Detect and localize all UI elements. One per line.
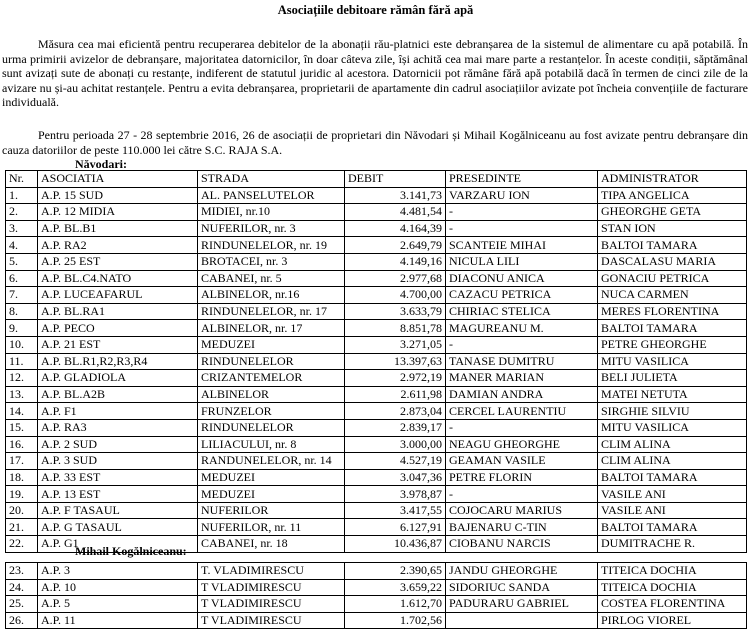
cell-debit: 3.978,87 bbox=[345, 486, 446, 503]
cell-presedinte: JANDU GHEORGHE bbox=[446, 563, 598, 580]
cell-nr: 21. bbox=[6, 519, 38, 536]
cell-asociatia: A.P. RA2 bbox=[38, 237, 198, 254]
cell-administrator: PIRLOG VIOREL bbox=[598, 612, 747, 629]
cell-asociatia: A.P. BL.A2B bbox=[38, 386, 198, 403]
section-heading-kogalniceanu: Mihail Kogălniceanu: bbox=[75, 544, 187, 558]
cell-strada: RINDUNELELOR, nr. 17 bbox=[198, 303, 345, 320]
cell-strada: MEDUZEI bbox=[198, 486, 345, 503]
section-heading-navodari: Năvodari: bbox=[75, 157, 127, 171]
cell-presedinte: - bbox=[446, 486, 598, 503]
cell-presedinte: - bbox=[446, 336, 598, 353]
cell-asociatia: A.P. G1 bbox=[38, 536, 198, 553]
table-row bbox=[6, 596, 747, 613]
cell-administrator: PETRE GHEORGHE bbox=[598, 336, 747, 353]
cell-debit: 1.612,70 bbox=[345, 596, 446, 613]
cell-presedinte: BAJENARU C-TIN bbox=[446, 519, 598, 536]
cell-debit: 3.417,55 bbox=[345, 502, 446, 519]
cell-strada: RANDUNELELOR, nr. 14 bbox=[198, 453, 345, 470]
cell-strada: RINDUNELELOR bbox=[198, 419, 345, 436]
column-header-asociatia: ASOCIATIA bbox=[38, 171, 198, 188]
cell-strada: T. VLADIMIRESCU bbox=[198, 563, 345, 580]
cell-administrator: BELI JULIETA bbox=[598, 370, 747, 387]
cell-asociatia: A.P. 33 EST bbox=[38, 469, 198, 486]
cell-administrator: CLIM ALINA bbox=[598, 436, 747, 453]
cell-debit: 2.977,68 bbox=[345, 270, 446, 287]
cell-administrator: NUCA CARMEN bbox=[598, 287, 747, 304]
table-row bbox=[6, 453, 747, 470]
cell-nr: 16. bbox=[6, 436, 38, 453]
column-header-strada: STRADA bbox=[198, 171, 345, 188]
cell-asociatia: A.P. 3 bbox=[38, 563, 198, 580]
cell-strada: RINDUNELELOR, nr. 19 bbox=[198, 237, 345, 254]
cell-presedinte: DIACONU ANICA bbox=[446, 270, 598, 287]
cell-asociatia: A.P. F1 bbox=[38, 403, 198, 420]
column-header-administrator: ADMINISTRATOR bbox=[598, 171, 747, 188]
column-header-nr: Nr. bbox=[6, 171, 38, 188]
cell-presedinte: SCANTEIE MIHAI bbox=[446, 237, 598, 254]
cell-nr: 25. bbox=[6, 596, 38, 613]
cell-debit: 8.851,78 bbox=[345, 320, 446, 337]
table-row bbox=[6, 436, 747, 453]
cell-nr: 15. bbox=[6, 419, 38, 436]
cell-asociatia: A.P. 21 EST bbox=[38, 336, 198, 353]
cell-asociatia: A.P. 25 EST bbox=[38, 253, 198, 270]
cell-asociatia: A.P. F TASAUL bbox=[38, 502, 198, 519]
cell-nr: 1. bbox=[6, 187, 38, 204]
cell-administrator: DASCALASU MARIA bbox=[598, 253, 747, 270]
cell-strada: ALBINELOR, nr.16 bbox=[198, 287, 345, 304]
table-row bbox=[6, 204, 747, 221]
cell-asociatia: A.P. 12 MIDIA bbox=[38, 204, 198, 221]
cell-nr: 2. bbox=[6, 204, 38, 221]
cell-debit: 2.839,17 bbox=[345, 419, 446, 436]
cell-strada: T VLADIMIRESCU bbox=[198, 596, 345, 613]
cell-nr: 6. bbox=[6, 270, 38, 287]
table-row bbox=[6, 502, 747, 519]
cell-administrator: CLIM ALINA bbox=[598, 453, 747, 470]
cell-presedinte: CERCEL LAURENTIU bbox=[446, 403, 598, 420]
cell-debit: 2.611,98 bbox=[345, 386, 446, 403]
cell-debit: 6.127,91 bbox=[345, 519, 446, 536]
cell-asociatia: A.P. G TASAUL bbox=[38, 519, 198, 536]
cell-debit: 3.000,00 bbox=[345, 436, 446, 453]
cell-presedinte: CIOBANU NARCIS bbox=[446, 536, 598, 553]
cell-asociatia: A.P. 10 bbox=[38, 579, 198, 596]
table-row bbox=[6, 469, 747, 486]
cell-strada: CRIZANTEMELOR bbox=[198, 370, 345, 387]
cell-strada: AL. PANSELUTELOR bbox=[198, 187, 345, 204]
cell-asociatia: A.P. BL.C4.NATO bbox=[38, 270, 198, 287]
cell-nr: 20. bbox=[6, 502, 38, 519]
cell-strada: CABANEI, nr. 18 bbox=[198, 536, 345, 553]
cell-administrator: BALTOI TAMARA bbox=[598, 469, 747, 486]
cell-debit: 3.141,73 bbox=[345, 187, 446, 204]
cell-nr: 24. bbox=[6, 579, 38, 596]
cell-strada: BROTACEI, nr. 3 bbox=[198, 253, 345, 270]
cell-asociatia: A.P. BL.B1 bbox=[38, 220, 198, 237]
cell-asociatia: A.P. 2 SUD bbox=[38, 436, 198, 453]
table-row bbox=[6, 579, 747, 596]
cell-administrator: MERES FLORENTINA bbox=[598, 303, 747, 320]
cell-asociatia: A.P. BL.R1,R2,R3,R4 bbox=[38, 353, 198, 370]
cell-administrator: BALTOI TAMARA bbox=[598, 237, 747, 254]
cell-presedinte: SIDORIUC SANDA bbox=[446, 579, 598, 596]
cell-presedinte: - bbox=[446, 204, 598, 221]
cell-strada: MIDIEI, nr.10 bbox=[198, 204, 345, 221]
cell-administrator: TITEICA DOCHIA bbox=[598, 563, 747, 580]
cell-administrator: VASILE ANI bbox=[598, 502, 747, 519]
table-row bbox=[6, 386, 747, 403]
cell-administrator: SIRGHIE SILVIU bbox=[598, 403, 747, 420]
cell-presedinte: COJOCARU MARIUS bbox=[446, 502, 598, 519]
cell-debit: 2.873,04 bbox=[345, 403, 446, 420]
column-header-debit: DEBIT bbox=[345, 171, 446, 188]
cell-administrator: COSTEA FLORENTINA bbox=[598, 596, 747, 613]
cell-presedinte: GEAMAN VASILE bbox=[446, 453, 598, 470]
cell-administrator: GONACIU PETRICA bbox=[598, 270, 747, 287]
cell-asociatia: A.P. GLADIOLA bbox=[38, 370, 198, 387]
cell-administrator: MITU VASILICA bbox=[598, 419, 747, 436]
cell-strada: NUFERILOR, nr. 3 bbox=[198, 220, 345, 237]
table-row bbox=[6, 270, 747, 287]
article-title: Asociațiile debitoare rămân fără apă bbox=[277, 3, 474, 17]
cell-debit: 4.164,39 bbox=[345, 220, 446, 237]
debtors-table-kogalniceanu bbox=[5, 562, 747, 629]
cell-strada: ALBINELOR, nr. 17 bbox=[198, 320, 345, 337]
table-header-row bbox=[6, 171, 747, 188]
cell-presedinte bbox=[446, 612, 598, 629]
cell-administrator: VASILE ANI bbox=[598, 486, 747, 503]
cell-debit: 2.649,79 bbox=[345, 237, 446, 254]
cell-debit: 2.390,65 bbox=[345, 563, 446, 580]
cell-debit: 2.972,19 bbox=[345, 370, 446, 387]
cell-presedinte: NICULA LILI bbox=[446, 253, 598, 270]
cell-nr: 9. bbox=[6, 320, 38, 337]
cell-strada: RINDUNELELOR bbox=[198, 353, 345, 370]
cell-debit: 3.047,36 bbox=[345, 469, 446, 486]
cell-asociatia: A.P. RA3 bbox=[38, 419, 198, 436]
cell-presedinte: MAGUREANU M. bbox=[446, 320, 598, 337]
table-row bbox=[6, 612, 747, 629]
cell-presedinte: - bbox=[446, 419, 598, 436]
cell-administrator: STAN ION bbox=[598, 220, 747, 237]
cell-nr: 22. bbox=[6, 536, 38, 553]
cell-debit: 1.702,56 bbox=[345, 612, 446, 629]
table-row bbox=[6, 419, 747, 436]
cell-debit: 4.700,00 bbox=[345, 287, 446, 304]
cell-nr: 8. bbox=[6, 303, 38, 320]
cell-nr: 19. bbox=[6, 486, 38, 503]
cell-nr: 5. bbox=[6, 253, 38, 270]
table-row bbox=[6, 220, 747, 237]
cell-presedinte: CHIRIAC STELICA bbox=[446, 303, 598, 320]
table-row bbox=[6, 237, 747, 254]
cell-strada: T VLADIMIRESCU bbox=[198, 612, 345, 629]
table-row bbox=[6, 519, 747, 536]
cell-nr: 3. bbox=[6, 220, 38, 237]
cell-administrator: BALTOI TAMARA bbox=[598, 519, 747, 536]
cell-debit: 13.397,63 bbox=[345, 353, 446, 370]
cell-strada: MEDUZEI bbox=[198, 469, 345, 486]
cell-asociatia: A.P. 13 EST bbox=[38, 486, 198, 503]
cell-strada: ALBINELOR bbox=[198, 386, 345, 403]
cell-asociatia: A.P. PECO bbox=[38, 320, 198, 337]
table-row bbox=[6, 187, 747, 204]
cell-asociatia: A.P. 11 bbox=[38, 612, 198, 629]
cell-presedinte: TANASE DUMITRU bbox=[446, 353, 598, 370]
cell-administrator: MATEI NETUTA bbox=[598, 386, 747, 403]
cell-presedinte: VARZARU ION bbox=[446, 187, 598, 204]
cell-nr: 13. bbox=[6, 386, 38, 403]
cell-presedinte: DAMIAN ANDRA bbox=[446, 386, 598, 403]
cell-presedinte: MANER MARIAN bbox=[446, 370, 598, 387]
table-row bbox=[6, 563, 747, 580]
table-row bbox=[6, 303, 747, 320]
cell-strada: MEDUZEI bbox=[198, 336, 345, 353]
table-row bbox=[6, 403, 747, 420]
table-row bbox=[6, 336, 747, 353]
period-paragraph: Pentru perioada 27 - 28 septembrie 2016, 26 de asociații de proprietari din Năvodari și Mihail Kogălniceanu au fost avizate pentru debranșare din cauza datoriilor de peste 110.000 lei către S.C. RAJA S.A. bbox=[2, 128, 748, 157]
cell-asociatia: A.P. 3 SUD bbox=[38, 453, 198, 470]
cell-debit: 10.436,87 bbox=[345, 536, 446, 553]
cell-presedinte: CAZACU PETRICA bbox=[446, 287, 598, 304]
cell-strada: NUFERILOR bbox=[198, 502, 345, 519]
cell-strada: NUFERILOR, nr. 11 bbox=[198, 519, 345, 536]
cell-debit: 4.481,54 bbox=[345, 204, 446, 221]
cell-debit: 3.659,22 bbox=[345, 579, 446, 596]
debtors-table-navodari bbox=[5, 170, 747, 553]
cell-nr: 11. bbox=[6, 353, 38, 370]
intro-paragraph: Măsura cea mai eficientă pentru recuperarea debitelor de la abonații rău-platnici este debranșarea de la sistemul de alimentare cu apă potabilă. În urma primirii avizelor de debranșare, majoritatea datornicilor, în doar câteva zile, își achită cea mai mare parte a restanțelor. În aceste condiții, săptămânal sunt avizați sute de abonați cu restanțe, indiferent de statutul juridic al acestora. Datornicii pot rămâne fără apă potabilă dacă în termen de cinci zile de la avizare nu și-au achitat restanțele. Pentru a evita debranșarea, proprietarii de apartamente din cadrul asociațiilor avizate pot încheia convențiile de facturare individuală. bbox=[2, 37, 748, 110]
cell-debit: 4.149,16 bbox=[345, 253, 446, 270]
table-row bbox=[6, 370, 747, 387]
cell-administrator: TITEICA DOCHIA bbox=[598, 579, 747, 596]
cell-nr: 4. bbox=[6, 237, 38, 254]
cell-strada: T VLADIMIRESCU bbox=[198, 579, 345, 596]
cell-administrator: BALTOI TAMARA bbox=[598, 320, 747, 337]
cell-nr: 12. bbox=[6, 370, 38, 387]
table-row bbox=[6, 253, 747, 270]
cell-presedinte: PADURARU GABRIEL bbox=[446, 596, 598, 613]
cell-debit: 4.527,19 bbox=[345, 453, 446, 470]
cell-asociatia: A.P. 5 bbox=[38, 596, 198, 613]
cell-asociatia: A.P. LUCEAFARUL bbox=[38, 287, 198, 304]
cell-debit: 3.633,79 bbox=[345, 303, 446, 320]
cell-nr: 23. bbox=[6, 563, 38, 580]
table-row bbox=[6, 287, 747, 304]
cell-nr: 10. bbox=[6, 336, 38, 353]
column-header-presedinte: PRESEDINTE bbox=[446, 171, 598, 188]
cell-administrator: GHEORGHE GETA bbox=[598, 204, 747, 221]
cell-strada: FRUNZELOR bbox=[198, 403, 345, 420]
cell-administrator: MITU VASILICA bbox=[598, 353, 747, 370]
table-row bbox=[6, 486, 747, 503]
cell-asociatia: A.P. BL.RA1 bbox=[38, 303, 198, 320]
cell-presedinte: - bbox=[446, 220, 598, 237]
cell-nr: 14. bbox=[6, 403, 38, 420]
cell-nr: 17. bbox=[6, 453, 38, 470]
cell-strada: LILIACULUI, nr. 8 bbox=[198, 436, 345, 453]
table-row bbox=[6, 353, 747, 370]
cell-nr: 18. bbox=[6, 469, 38, 486]
cell-asociatia: A.P. 15 SUD bbox=[38, 187, 198, 204]
cell-nr: 26. bbox=[6, 612, 38, 629]
cell-strada: CABANEI, nr. 5 bbox=[198, 270, 345, 287]
cell-administrator: TIPA ANGELICA bbox=[598, 187, 747, 204]
cell-presedinte: PETRE FLORIN bbox=[446, 469, 598, 486]
table-row bbox=[6, 320, 747, 337]
cell-presedinte: NEAGU GHEORGHE bbox=[446, 436, 598, 453]
cell-nr: 7. bbox=[6, 287, 38, 304]
cell-administrator: DUMITRACHE R. bbox=[598, 536, 747, 553]
cell-debit: 3.271,05 bbox=[345, 336, 446, 353]
